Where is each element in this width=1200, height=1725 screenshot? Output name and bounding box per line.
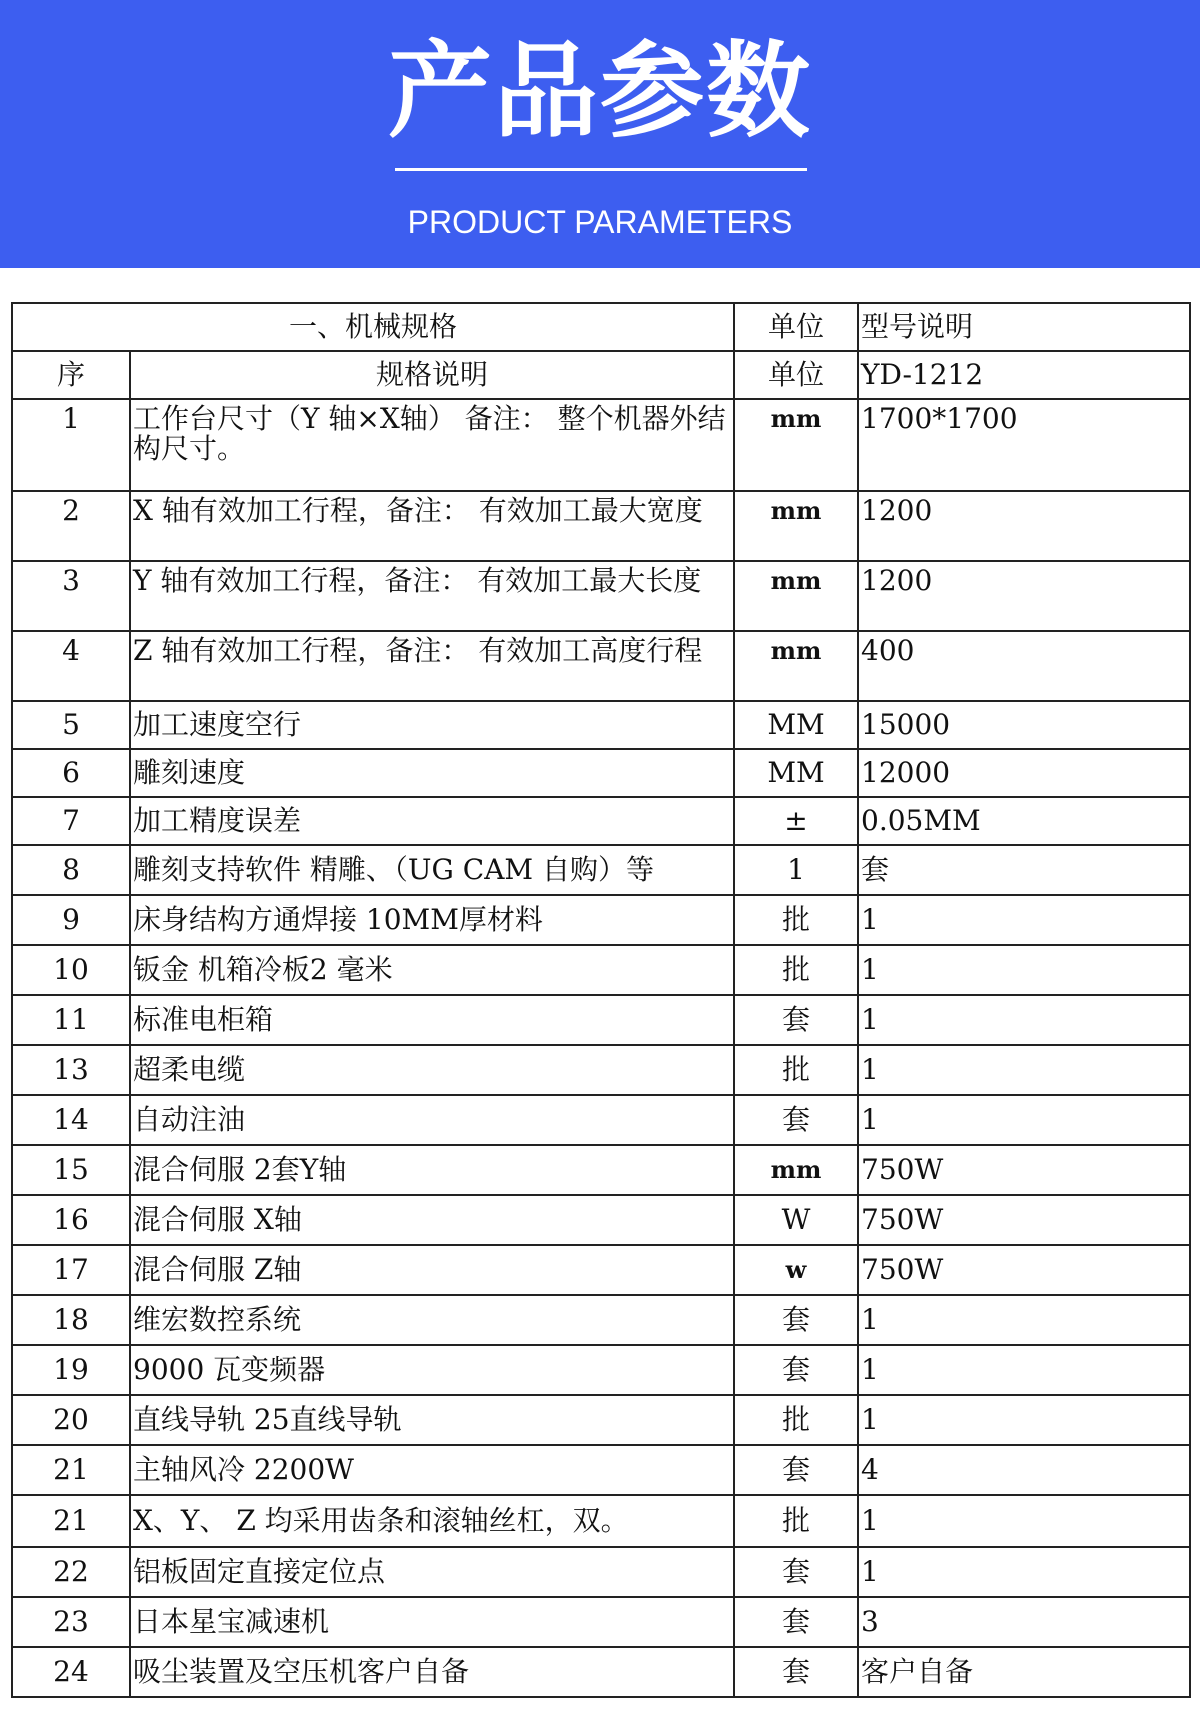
row-unit: 套 [734,995,858,1045]
row-no: 24 [12,1647,130,1697]
row-unit: MM [734,701,858,749]
table-row [12,1445,1190,1495]
row-unit: 批 [734,895,858,945]
row-value: 1 [858,1095,1190,1145]
row-desc: 维宏数控系统 [130,1295,734,1345]
row-unit: mm [734,1145,858,1195]
row-value: 1 [858,995,1190,1045]
row-no: 7 [12,797,130,845]
row-unit: mm [734,631,858,701]
row-desc: 直线导轨 25直线导轨 [130,1395,734,1445]
row-unit: ± [734,797,858,845]
table-row [12,1647,1190,1697]
row-desc: 混合伺服 2套Y轴 [130,1145,734,1195]
row-value: 1 [858,1547,1190,1597]
row-no: 16 [12,1195,130,1245]
row-no: 18 [12,1295,130,1345]
row-desc: 混合伺服 Z轴 [130,1245,734,1295]
table-row [12,797,1190,845]
table-row [12,945,1190,995]
row-no: 3 [12,561,130,631]
table-row [12,1045,1190,1095]
table-row [12,1145,1190,1195]
title-divider [395,168,807,171]
row-desc: 9000 瓦变频器 [130,1345,734,1395]
table-row [12,1095,1190,1145]
row-value: 750W [858,1245,1190,1295]
row-unit: 批 [734,1395,858,1445]
row-desc: 混合伺服 X轴 [130,1195,734,1245]
row-no: 14 [12,1095,130,1145]
row-unit: W [734,1195,858,1245]
row-no: 9 [12,895,130,945]
row-unit: mm [734,561,858,631]
row-desc: X、Y、 Z 均采用齿条和滚轴丝杠，双。 [130,1495,734,1547]
row-value: 1 [858,1345,1190,1395]
row-no: 2 [12,491,130,561]
header-banner [0,0,1200,268]
row-no: 6 [12,749,130,797]
row-unit: 批 [734,1045,858,1095]
row-no: 21 [12,1445,130,1495]
row-no: 4 [12,631,130,701]
table-row [12,1195,1190,1245]
row-value: 400 [858,631,1190,701]
row-value: 1 [858,945,1190,995]
row-value: 客户自备 [858,1647,1190,1697]
row-desc: Y 轴有效加工行程，备注： 有效加工最大长度 [130,561,734,631]
row-value: 1 [858,1495,1190,1547]
row-value: 0.05MM [858,797,1190,845]
section-header-row [12,303,1190,351]
row-no: 23 [12,1597,130,1647]
page-title: 产品参数 [387,30,812,152]
row-no: 10 [12,945,130,995]
row-desc: 床身结构方通焊接 10MM厚材料 [130,895,734,945]
row-value: 套 [858,845,1190,895]
table-row [12,995,1190,1045]
row-desc: 铝板固定直接定位点 [130,1547,734,1597]
row-value: 4 [858,1445,1190,1495]
section-unit-label: 单位 [734,303,858,351]
row-unit: 套 [734,1445,858,1495]
row-value: 1200 [858,561,1190,631]
row-desc: 加工精度误差 [130,797,734,845]
row-no: 21 [12,1495,130,1547]
column-header-row [12,351,1190,399]
row-value: 1 [858,1395,1190,1445]
row-unit: 套 [734,1345,858,1395]
row-unit: 套 [734,1547,858,1597]
row-unit: 批 [734,1495,858,1547]
row-no: 8 [12,845,130,895]
table-row [12,1345,1190,1395]
spec-table [11,302,1191,1698]
row-desc: X 轴有效加工行程，备注： 有效加工最大宽度 [130,491,734,561]
table-row [12,845,1190,895]
row-desc: 加工速度空行 [130,701,734,749]
row-unit: mm [734,399,858,491]
row-unit: 1 [734,845,858,895]
row-unit: w [734,1245,858,1295]
row-value: 1 [858,1045,1190,1095]
row-value: 1200 [858,491,1190,561]
row-unit: mm [734,491,858,561]
section-model-label: 型号说明 [858,303,1190,351]
row-desc: 吸尘装置及空压机客户自备 [130,1647,734,1697]
table-row [12,1245,1190,1295]
row-desc: 钣金 机箱冷板2 毫米 [130,945,734,995]
row-no: 11 [12,995,130,1045]
row-value: 1 [858,895,1190,945]
column-header-no: 序 [12,351,130,399]
table-row [12,1295,1190,1345]
table-row [12,399,1190,491]
row-no: 1 [12,399,130,491]
row-value: 12000 [858,749,1190,797]
table-row [12,701,1190,749]
row-desc: 自动注油 [130,1095,734,1145]
row-value: 750W [858,1145,1190,1195]
column-header-model: YD-1212 [858,351,1190,399]
section-title: 一、机械规格 [12,303,734,351]
table-row [12,1547,1190,1597]
row-desc: 日本星宝减速机 [130,1597,734,1647]
row-value: 750W [858,1195,1190,1245]
row-unit: 套 [734,1647,858,1697]
row-desc: 雕刻速度 [130,749,734,797]
row-desc: 主轴风冷 2200W [130,1445,734,1495]
row-value: 15000 [858,701,1190,749]
table-row [12,749,1190,797]
table-row [12,1395,1190,1445]
table-row [12,561,1190,631]
row-unit: 套 [734,1095,858,1145]
row-unit: MM [734,749,858,797]
row-no: 17 [12,1245,130,1295]
row-desc: Z 轴有效加工行程，备注： 有效加工高度行程 [130,631,734,701]
table-row [12,491,1190,561]
row-no: 22 [12,1547,130,1597]
table-row [12,1495,1190,1547]
table-row [12,631,1190,701]
row-value: 1700*1700 [858,399,1190,491]
row-value: 3 [858,1597,1190,1647]
table-row [12,895,1190,945]
row-desc: 工作台尺寸（Y 轴×X轴） 备注： 整个机器外结构尺寸。 [130,399,734,491]
row-no: 19 [12,1345,130,1395]
row-desc: 超柔电缆 [130,1045,734,1095]
row-no: 13 [12,1045,130,1095]
row-desc: 雕刻支持软件 精雕、（UG CAM 自购）等 [130,845,734,895]
row-unit: 套 [734,1597,858,1647]
row-unit: 批 [734,945,858,995]
row-value: 1 [858,1295,1190,1345]
row-no: 5 [12,701,130,749]
column-header-unit: 单位 [734,351,858,399]
row-unit: 套 [734,1295,858,1345]
column-header-desc: 规格说明 [130,351,734,399]
table-row [12,1597,1190,1647]
row-no: 15 [12,1145,130,1195]
row-desc: 标准电柜箱 [130,995,734,1045]
page-subtitle: PRODUCT PARAMETERS [407,204,793,240]
row-no: 20 [12,1395,130,1445]
